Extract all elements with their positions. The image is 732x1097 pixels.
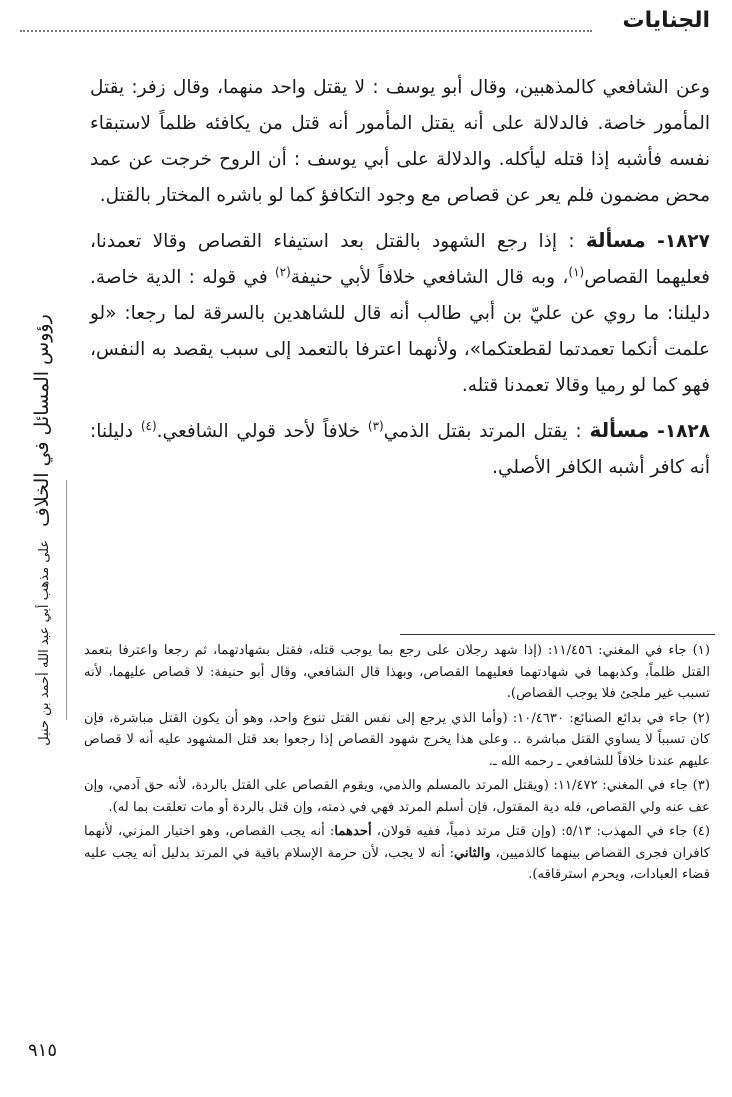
book-title: رؤوس المسائل في الخلاف [31, 314, 53, 527]
page-number: ٩١٥ [28, 1040, 58, 1061]
main-text [90, 70, 710, 494]
chapter-title: الجنايات [622, 8, 710, 33]
issue-keyword: مسألة [585, 228, 646, 252]
issue-text: ، وبه قال الشافعي خلافاً لأبي حنيفة [290, 267, 569, 288]
issue-text: في قوله : الدية خاصة. دليلنا: ما روي عن عليّ بن أبي طالب أنه قال للشاهدين بالسرقة لما رجعا: «لو علمت أنكما تعمدتما لقطعتكما»، ولأنهما اعترفا بالتعمد إلى سبب يقصد به النفس، فهو كما لو رميا وقالا تعمدنا قتله. [90, 267, 710, 396]
issue-text: دليلنا: أنه كافر أشبه الكافر الأصلي. [90, 421, 710, 478]
footnote-emphasis: والثاني [454, 845, 491, 861]
side-text [31, 314, 53, 746]
footnote-ref-2: (٢) [274, 264, 291, 279]
header-rule [20, 30, 592, 32]
issue-keyword: مسألة [589, 418, 650, 442]
footnote-2: (٢) جاء في بدائع الصنائع: ١٠/٤٦٣٠: (وأما الذي يرجع إلى نفس القتل تنوع واحد، وهو أن يكون القتل مباشرة، فإن كان تسبباً لا يساوي القتل مباشرة .. وعلى هذا يخرج شهود القصاص إذا رجعوا بعد قتل المشهود عليه أنه لا قصاص عليهم عندنا خلافاً للشافعي ـ رحمه الله ـ. [84, 710, 710, 769]
side-rule [66, 480, 67, 720]
footnotes [84, 640, 710, 889]
footnote-ref-3: (٣) [367, 418, 384, 433]
footnote-ref-4: (٤) [140, 418, 157, 433]
footnote-separator [400, 634, 715, 635]
footnote-text: : أنه يجب القصاص، وهو اختيار المزني، لأنهما كافران فجرى القصاص بينهما كالذميين، [84, 824, 710, 861]
issue-text: خلافاً لأحد قولي الشافعي. [156, 421, 368, 442]
footnote-1: (١) جاء في المغني: ١١/٤٥٦: (إذا شهد رجلان على رجع بما يوجب قتله، فقتل بشهادتهما، ثم رجعا واعترفا بتعمد القتل ظلماً، وكذبهما في شهادتهما فعليهما القصاص، وبهذا قال الشافعي، وقال أبو حنيفة: لا قصاص عليهما، لأنه تسبب غير ملجئ فلا يوجب القصاص). [84, 643, 710, 701]
footnote-text: : أنه لا يجب، لأن حرمة الإسلام باقية في المرتد بدليل أنه يجب عليه قضاء العبادات، ويحرم استرقاقه). [84, 845, 710, 882]
footnote-4 [84, 821, 710, 886]
running-header [20, 8, 710, 38]
issue-1828 [90, 412, 710, 486]
footnote-3: (٣) جاء في المغني: ١١/٤٧٢: (ويقتل المرتد بالمسلم والذمي، ويقوم القصاص على القتل بالردة، لأنه حق آدمي، وإن عف عنه ولي القصاص، فله دية المقتول، فإن أسلم المرتد فهي في ذمته، وإن قتل بالردة أو مات تعلقت بما له). [84, 778, 710, 815]
issue-1827 [90, 222, 710, 404]
paragraph-intro: وعن الشافعي كالمذهبين، وقال أبو يوسف : لا يقتل واحد منهما، وقال زفر: يقتل المأمور خاصة. فالدلالة على أنه يقتل المأمور أنه قتل من يكافئه ظلماً لاستبقاء نفسه فأشبه إذا قتله ليأكله. والدلالة على أبي يوسف : أن الروح خرجت عن عمد محض مضمون فلم يعر عن قصاص مع وجود التكافؤ كما لو باشره المختار بالقتل. [90, 77, 710, 206]
book-subtitle: على مذهب أبي عبد الله أحمد بن حنبل [37, 539, 52, 746]
footnote-ref-1: (١) [568, 264, 585, 279]
issue-number: ١٨٢٧- [657, 231, 710, 252]
footnote-text: (٤) جاء في المهذب: ٥/١٣: (وإن قتل مرتد ذمياً، ففيه قولان، [371, 824, 710, 839]
side-running-title [22, 314, 62, 746]
issue-number: ١٨٢٨- [657, 421, 711, 442]
issue-text: : إذا رجع الشهود بالقتل بعد استيفاء القصاص وقالا تعمدنا، فعليهما القصاص [90, 231, 710, 288]
footnote-emphasis: أحدهما [334, 824, 372, 839]
issue-text: : يقتل المرتد بقتل الذمي [383, 421, 582, 442]
